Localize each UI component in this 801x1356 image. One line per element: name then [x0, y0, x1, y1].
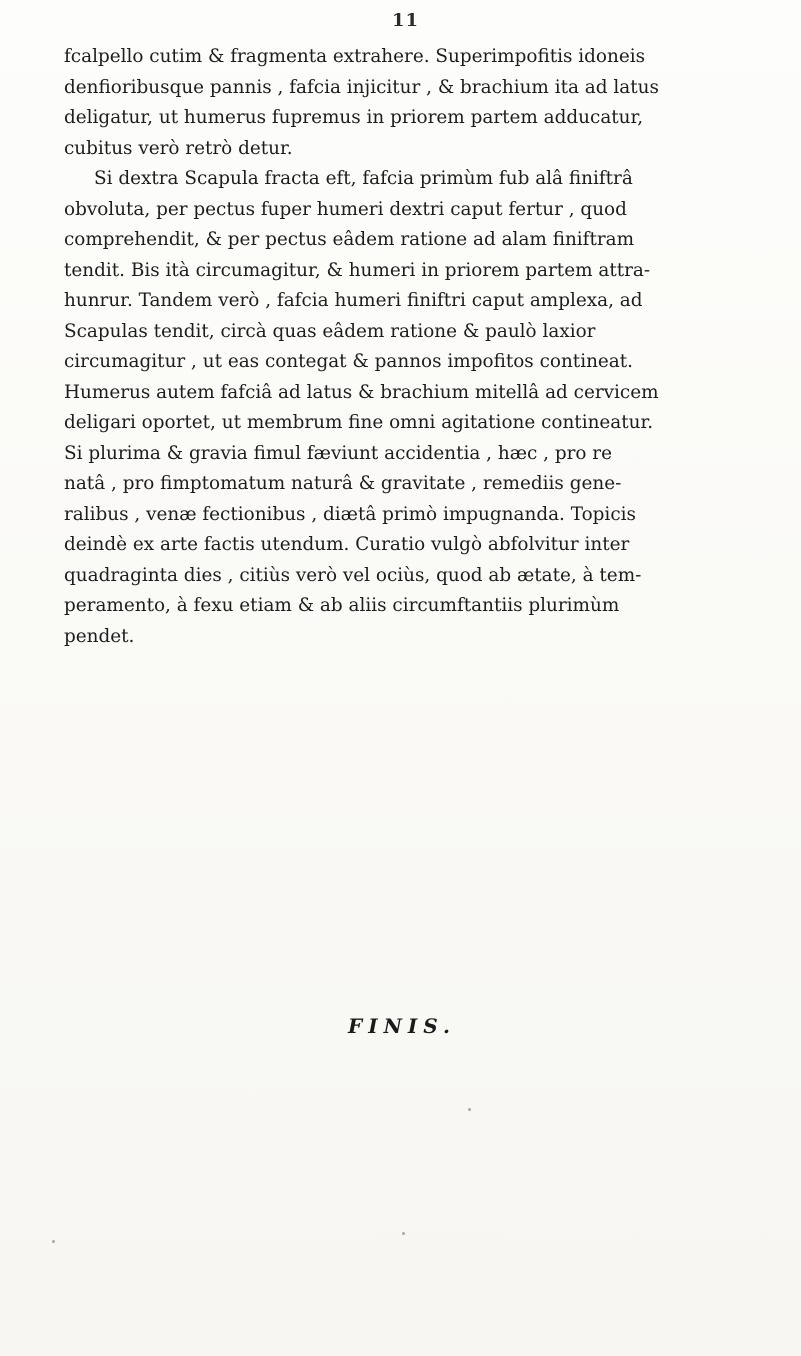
text-line: ralibus , venæ fectionibus , diætâ primò impugnanda. Topicis	[64, 503, 636, 525]
body-text	[64, 42, 754, 652]
print-speck	[402, 1232, 405, 1235]
text-line: Si plurima & gravia fimul fæviunt accidentia , hæc , pro re	[64, 442, 612, 464]
paragraph-3	[64, 439, 754, 653]
text-line: hunrur. Tandem verò , fafcia humeri finiftri caput amplexa, ad	[64, 290, 643, 311]
text-line: obvoluta, per pectus fuper humeri dextri caput fertur , quod	[64, 198, 627, 220]
text-line: deindè ex arte factis utendum. Curatio vulgò abfolvitur inter	[64, 534, 630, 555]
finis-heading: FINIS.	[348, 1014, 456, 1038]
print-speck	[52, 1240, 55, 1243]
text-line: denfioribusque pannis , fafcia injicitur , & brachium ita ad latus	[64, 76, 659, 98]
paragraph-1	[64, 42, 754, 164]
text-line: natâ , pro fimptomatum naturâ & gravitate , remediis gene-	[64, 473, 622, 494]
text-line: peramento, à fexu etiam & ab aliis circumftantiis plurimùm	[64, 595, 620, 616]
page-number: 11	[392, 10, 420, 31]
text-line: Si dextra Scapula fracta eft, fafcia primùm fub alâ finiftrâ	[94, 168, 633, 189]
text-line: cubitus verò retrò detur.	[64, 137, 293, 159]
print-speck	[468, 1108, 471, 1111]
text-line: pendet.	[64, 625, 135, 647]
paragraph-2	[64, 164, 754, 439]
text-line: Humerus autem fafciâ ad latus & brachium mitellâ ad cervicem	[64, 381, 659, 403]
text-line: Scapulas tendit, circà quas eâdem ratione & paulò laxior	[64, 320, 596, 342]
text-line: comprehendit, & per pectus eâdem ratione ad alam finiftram	[64, 229, 635, 250]
text-line: deligari oportet, ut membrum fine omni agitatione contineatur.	[64, 412, 654, 433]
text-line: circumagitur , ut eas contegat & pannos impofitos contineat.	[64, 351, 634, 372]
text-line: deligatur, ut humerus fupremus in priorem partem adducatur,	[64, 107, 644, 128]
text-line: quadraginta dies , citiùs verò vel ociùs, quod ab ætate, à tem-	[64, 564, 642, 586]
text-line: fcalpello cutim & fragmenta extrahere. Superimpofitis idoneis	[64, 46, 646, 67]
text-line: tendit. Bis ità circumagitur, & humeri in priorem partem attra-	[64, 259, 651, 281]
